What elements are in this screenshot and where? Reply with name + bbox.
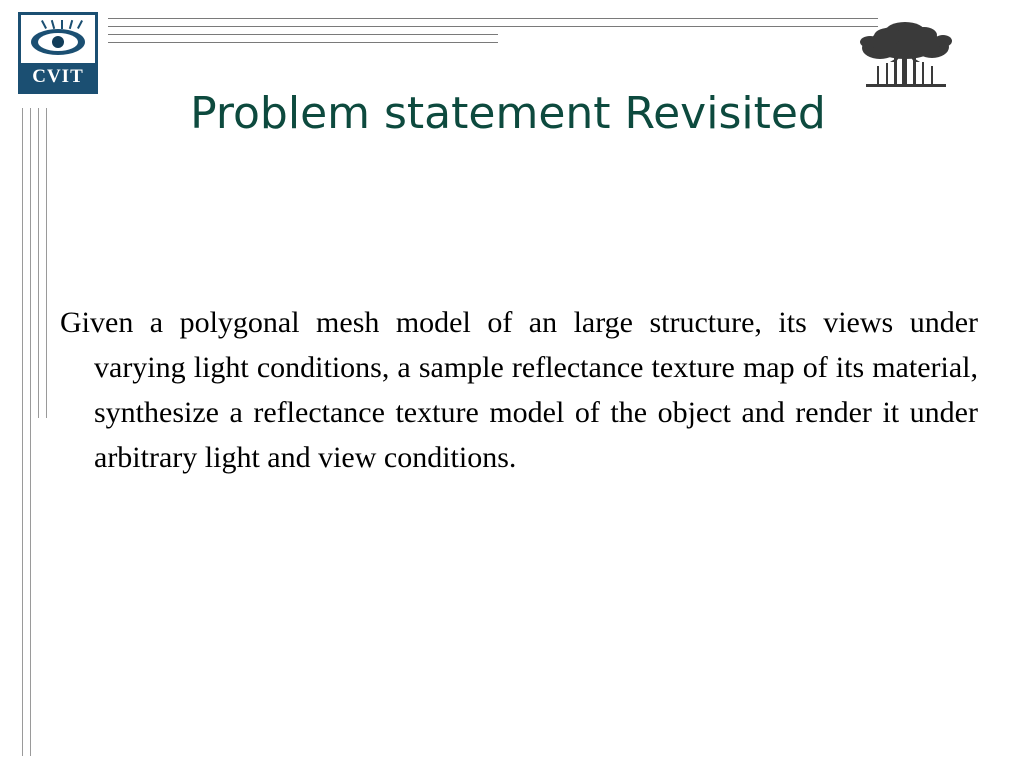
tree-illustration-icon: [850, 16, 960, 94]
page-title: Problem statement Revisited: [190, 88, 826, 139]
header-rule-2: [108, 26, 878, 27]
body-paragraph: Given a polygonal mesh model of an large structure, its views under varying light conditions, a sample reflectance texture map of its material, synthesize a reflectance texture model of the object and render it under arbitrary light and view conditions.: [60, 306, 978, 474]
cvit-logo: [18, 12, 98, 94]
eyelash-icon: [77, 20, 83, 29]
cvit-logo-label: CVIT: [21, 63, 95, 91]
eyelash-icon: [69, 20, 73, 29]
side-rule-3: [38, 108, 39, 418]
slide-body: [60, 300, 978, 480]
eyelash-icon: [51, 20, 55, 29]
side-rule-1: [22, 108, 23, 756]
side-rule-2: [30, 108, 31, 756]
eye-pupil: [52, 36, 64, 48]
eyelash-icon: [41, 20, 47, 29]
eyelash-icon: [61, 20, 63, 29]
eye-icon: [21, 17, 95, 65]
header-rule-1: [108, 18, 878, 19]
side-rule-4: [46, 108, 47, 418]
header-rule-3: [108, 34, 498, 35]
header-rule-4: [108, 42, 498, 43]
